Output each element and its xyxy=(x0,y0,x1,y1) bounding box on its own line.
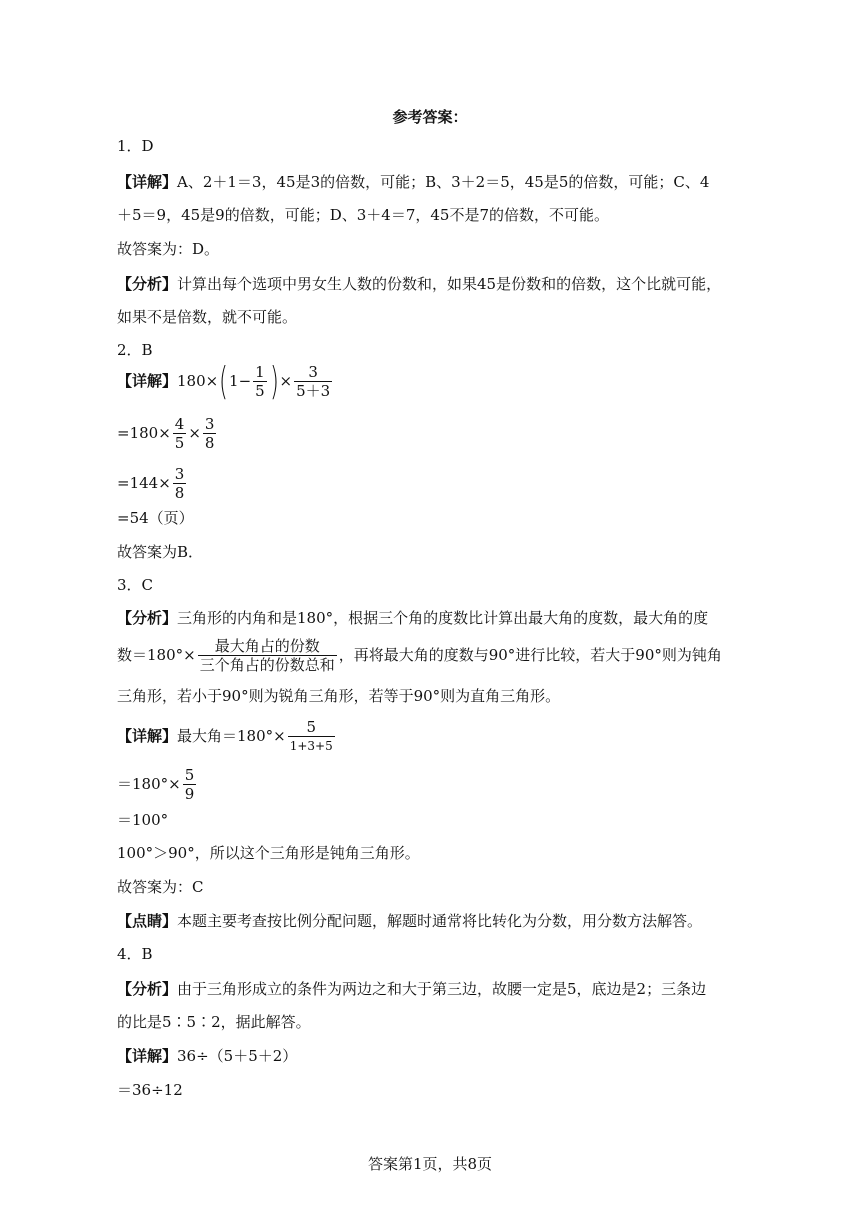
denominator: 三个角占的份数总和 xyxy=(199,655,335,674)
q3-analysis-line2 xyxy=(117,635,722,675)
q2-expr2 xyxy=(117,413,218,453)
q1-analysis-line2: 如果不是倍数，就不可能。 xyxy=(117,308,298,326)
q3-comment xyxy=(117,911,702,931)
denominator: 1+3+5 xyxy=(288,736,335,755)
analysis-tag: 【分析】 xyxy=(117,609,178,627)
q4-analysis-line1 xyxy=(117,979,706,999)
q1-analysis-line1 xyxy=(117,274,721,294)
page-footer: 答案第1页，共8页 xyxy=(367,1155,493,1173)
analysis-tag: 【分析】 xyxy=(117,980,178,998)
q4-step2: ＝36÷12 xyxy=(117,1081,183,1099)
q2-answer: 故答案为B． xyxy=(117,543,204,561)
q2-expr2-a: =180× xyxy=(117,424,171,442)
q3-analysis-line3: 三角形，若小于90°则为锐角三角形，若等于90°则为直角三角形。 xyxy=(117,687,561,705)
q2-expr3-a: =144× xyxy=(117,474,171,492)
denominator: 5 xyxy=(255,381,265,400)
detail-tag: 【详解】 xyxy=(117,173,178,191)
q1-detail-text1: A、2＋1＝3，45是3的倍数，可能；B、3＋2＝5，45是5的倍数，可能；C、4 xyxy=(177,173,710,191)
q3-conclusion: 100°＞90°，所以这个三角形是钝角三角形。 xyxy=(117,844,420,862)
numerator: 3 xyxy=(174,464,185,483)
denominator: 5＋3 xyxy=(296,381,331,400)
q4-analysis-text1: 由于三角形成立的条件为两边之和大于第三边，故腰一定是5，底边是2；三条边 xyxy=(177,980,707,998)
q3-analysis-text2a: 数＝180°× xyxy=(117,646,196,664)
fraction xyxy=(253,363,267,400)
analysis-tag: 【分析】 xyxy=(117,275,178,293)
q3-number: 3．C xyxy=(117,576,154,594)
fraction xyxy=(294,363,332,400)
q3-step2-a: ＝180°× xyxy=(117,775,181,793)
q1-detail-line1 xyxy=(117,172,709,192)
fraction xyxy=(183,766,197,803)
q3-analysis-line1 xyxy=(117,608,708,628)
numerator: 5 xyxy=(306,717,316,736)
q1-analysis-text1: 计算出每个选项中男女生人数的份数和，如果45是份数和的倍数，这个比就可能， xyxy=(177,275,722,293)
q1-answer: 故答案为：D。 xyxy=(117,240,220,258)
page-title: 参考答案： xyxy=(392,108,468,126)
fraction xyxy=(173,415,187,452)
detail-tag: 【详解】 xyxy=(117,1047,178,1065)
numerator: 1 xyxy=(255,362,265,381)
q3-detail-a: 最大角＝180°× xyxy=(177,727,286,745)
q3-answer: 故答案为：C xyxy=(117,878,204,896)
numerator: 4 xyxy=(174,414,185,433)
q1-number: 1．D xyxy=(117,137,154,155)
comment-tag: 【点睛】 xyxy=(117,912,178,930)
numerator: 5 xyxy=(184,765,195,784)
q4-number: 4．B xyxy=(117,945,153,963)
denominator: 5 xyxy=(174,433,185,452)
times-sign: × xyxy=(279,372,293,390)
detail-tag: 【详解】 xyxy=(117,372,178,390)
q3-analysis-text1: 三角形的内角和是180°，根据三个角的度数比计算出最大角的度数，最大角的度 xyxy=(177,609,709,627)
q3-step2 xyxy=(117,764,198,804)
q4-detail-text: 36÷（5＋5＋2） xyxy=(177,1047,298,1065)
denominator: 8 xyxy=(204,433,215,452)
q3-analysis-text2b: ，再将最大角的度数与90°进行比较，若大于90°则为钝角 xyxy=(338,646,722,664)
q1-detail-line2: ＋5＝9，45是9的倍数，可能；D、3＋4＝7，45不是7的倍数，不可能。 xyxy=(117,206,610,224)
q2-number: 2．B xyxy=(117,341,153,359)
fraction xyxy=(288,718,335,755)
denominator: 9 xyxy=(184,784,195,803)
denominator: 8 xyxy=(174,483,185,502)
numerator: 3 xyxy=(204,414,215,433)
fraction xyxy=(203,415,217,452)
q2-expr1-inner: 1− xyxy=(229,372,252,390)
detail-tag: 【详解】 xyxy=(117,727,178,745)
numerator: 最大角占的份数 xyxy=(214,636,320,655)
q2-expr1-a: 180× xyxy=(177,372,219,390)
numerator: 3 xyxy=(308,362,318,381)
q4-analysis-line2: 的比是5∶5∶2，据此解答。 xyxy=(117,1013,311,1031)
right-paren: ) xyxy=(269,359,279,403)
times-sign: × xyxy=(188,424,201,442)
q3-detail xyxy=(117,716,337,756)
left-paren: ( xyxy=(219,359,229,403)
q2-expr4: =54（页） xyxy=(117,509,194,527)
q3-step3: ＝100° xyxy=(117,811,169,829)
q4-detail xyxy=(117,1046,297,1066)
q2-expr3 xyxy=(117,463,188,503)
fraction xyxy=(198,637,337,674)
q2-expr1 xyxy=(117,359,334,403)
q3-comment-text: 本题主要考查按比例分配问题，解题时通常将比转化为分数，用分数方法解答。 xyxy=(177,912,703,930)
fraction xyxy=(173,465,187,502)
